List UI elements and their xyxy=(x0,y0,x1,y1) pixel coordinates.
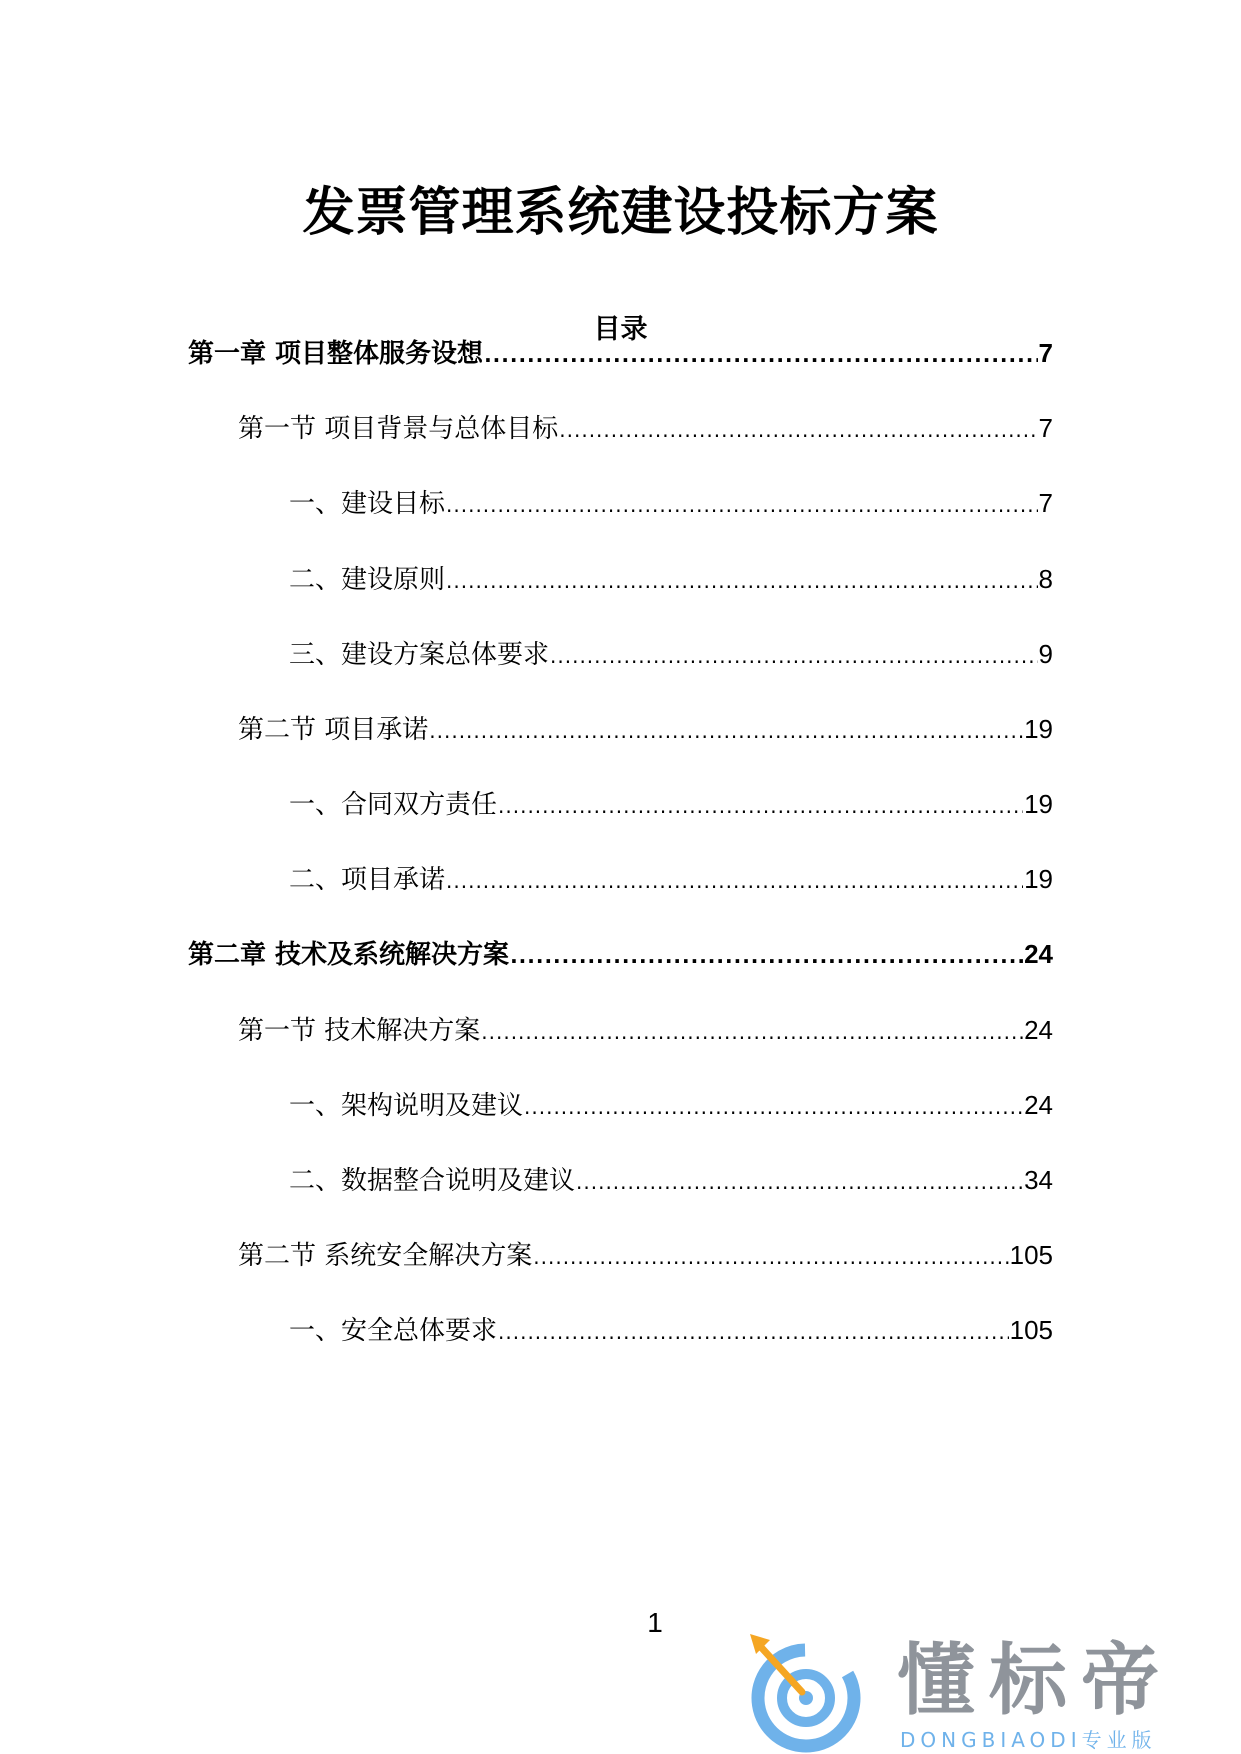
toc-entry-page: 24 xyxy=(1024,939,1053,969)
toc-entry[interactable] xyxy=(289,1085,1053,1125)
toc-entry-page: 24 xyxy=(1024,1090,1053,1120)
toc-entry-label: 第一节 项目背景与总体目标 xyxy=(238,414,559,444)
toc-entry-label: 第二节 项目承诺 xyxy=(238,715,429,745)
toc-dot-leader xyxy=(481,1012,1023,1052)
toc-entry-label: 三、建设方案总体要求 xyxy=(289,640,550,670)
toc-entry-page: 9 xyxy=(1038,639,1053,669)
toc-dot-leader xyxy=(576,1162,1023,1202)
watermark-subtitle: DONGBIAODI专业版 xyxy=(900,1728,1157,1752)
toc-entry-page: 19 xyxy=(1024,789,1053,819)
toc-entry-label: 第二节 系统安全解决方案 xyxy=(238,1241,533,1271)
toc-entry-page: 7 xyxy=(1038,488,1053,518)
toc-entry-label: 第一节 技术解决方案 xyxy=(238,1016,481,1046)
toc-entry[interactable] xyxy=(289,1160,1053,1200)
toc-entry-page: 19 xyxy=(1024,864,1053,894)
toc-entry-page: 7 xyxy=(1038,413,1053,443)
page-number: 1 xyxy=(647,1607,663,1638)
toc-dot-leader xyxy=(524,1087,1023,1127)
document-title: 发票管理系统建设投标方案 xyxy=(302,183,939,243)
toc-dot-leader xyxy=(498,786,1023,826)
toc-entry-label: 二、项目承诺 xyxy=(289,865,446,895)
toc-entry-label: 二、建设原则 xyxy=(289,565,446,595)
toc-entry-label: 第一章 项目整体服务设想 xyxy=(188,339,484,369)
toc-entry[interactable] xyxy=(289,483,1053,523)
toc-entry[interactable] xyxy=(238,709,1053,749)
toc-entry-page: 7 xyxy=(1038,338,1053,368)
toc-entry[interactable] xyxy=(188,934,1053,974)
toc-entry-label: 一、安全总体要求 xyxy=(289,1316,498,1346)
toc-entry[interactable] xyxy=(188,333,1053,373)
toc-entry[interactable] xyxy=(289,634,1053,674)
toc-entry-label: 一、合同双方责任 xyxy=(289,790,498,820)
toc-entry-label: 一、架构说明及建议 xyxy=(289,1091,524,1121)
toc-entry[interactable] xyxy=(289,859,1053,899)
toc-entry-page: 8 xyxy=(1038,564,1053,594)
toc-entry[interactable] xyxy=(289,784,1053,824)
toc-entry-page: 105 xyxy=(1009,1240,1053,1270)
toc-dot-leader xyxy=(498,1312,1009,1352)
toc-entry[interactable] xyxy=(289,1310,1053,1350)
toc-entry-label: 二、数据整合说明及建议 xyxy=(289,1166,576,1196)
toc-heading: 目录 xyxy=(593,314,648,345)
toc-dot-leader xyxy=(533,1237,1008,1277)
toc-dot-leader xyxy=(429,711,1023,751)
target-arrow-icon xyxy=(740,1632,870,1754)
toc-dot-leader xyxy=(446,861,1023,901)
toc-entry-label: 第二章 技术及系统解决方案 xyxy=(188,940,510,970)
toc-dot-leader xyxy=(446,561,1038,601)
toc-dot-leader xyxy=(484,335,1037,375)
toc-entry[interactable] xyxy=(238,1235,1053,1275)
toc-dot-leader xyxy=(446,485,1038,525)
toc-entry-page: 105 xyxy=(1009,1315,1053,1345)
toc-dot-leader xyxy=(510,936,1023,976)
toc-entry[interactable] xyxy=(238,408,1053,448)
watermark-brand: 懂标帝 xyxy=(897,1636,1174,1726)
toc-entry-page: 34 xyxy=(1024,1165,1053,1195)
toc-entry-label: 一、建设目标 xyxy=(289,489,446,519)
toc-entry-page: 24 xyxy=(1024,1015,1053,1045)
watermark xyxy=(740,1632,1220,1754)
toc-entry[interactable] xyxy=(289,559,1053,599)
toc-entry[interactable] xyxy=(238,1010,1053,1050)
toc-dot-leader xyxy=(550,636,1038,676)
toc-dot-leader xyxy=(559,410,1037,450)
toc-entry-page: 19 xyxy=(1024,714,1053,744)
